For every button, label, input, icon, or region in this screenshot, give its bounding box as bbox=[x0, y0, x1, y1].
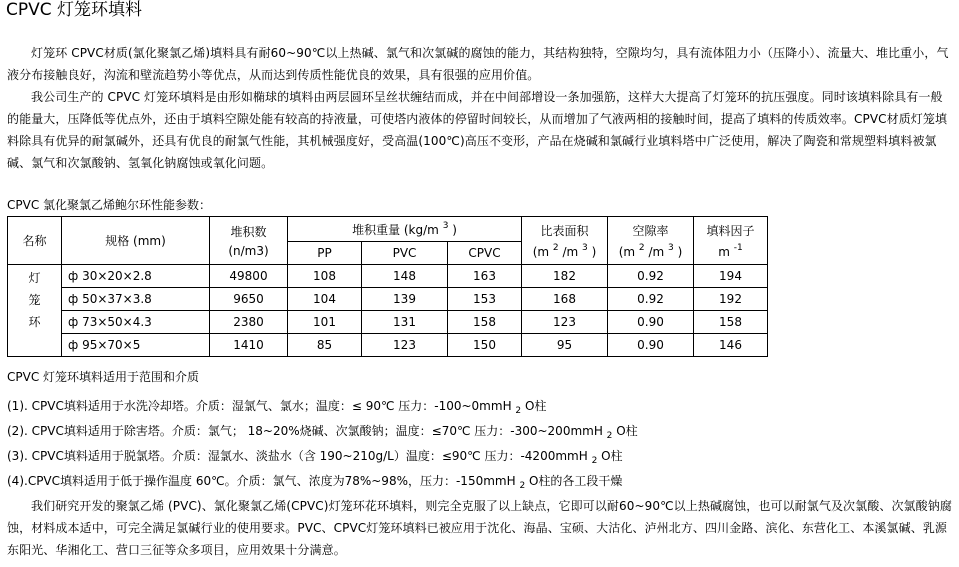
row-group-name bbox=[8, 265, 62, 357]
table-header-row bbox=[8, 217, 768, 242]
cell-spec: ф 95×70×5 bbox=[62, 334, 210, 357]
list-item: (1). CPVC填料适用于水洗冷却塔。介质：湿氯气、氯水；温度：≤ 90℃ 压力：-100~0mmH $_2$ O柱 bbox=[7, 399, 547, 416]
header-count-label: 堆积数 bbox=[230, 225, 267, 239]
outro-paragraph: 我们研究开发的聚氯乙烯 (PVC)、氯化聚氯乙烯(CPVC)灯笼环花环填料，则完全克服了以上缺点，它即可以耐60~90℃以上热碱腐蚀，也可以耐氯气及次氯酸、次氯酸钠腐蚀，材料成本适中，可完全满足氯碱行业的使用要求。PVC、CPVC灯笼环填料已被应用于沈化、海晶、宝硕、大沽化、泸州北方、四川金路、滨化、东营化工、本溪氯碱、乳源东阳光、华湘化工、营口三征等众多项目，应用效果十分满意。 bbox=[7, 499, 952, 557]
page-title: CPVC 灯笼环填料 bbox=[6, 0, 143, 20]
cell-cpvc: 150 bbox=[448, 334, 522, 357]
cell-void: 0.90 bbox=[608, 334, 694, 357]
name-char: 环 bbox=[28, 314, 41, 329]
intro-paragraph-1: 灯笼环 CPVC材质(氯化聚氯乙烯)填料具有耐60~90℃以上热碱、氯气和次氯碱的腐蚀的能力，其结构独特，空隙均匀，具有流体阻力小（压降小）、流量大、堆比重小，气液分布接触良好，沟流和壁流趋势小等优点，从而达到传质性能优良的效果，具有很强的应用价值。 bbox=[7, 46, 949, 82]
cell-pvc: 131 bbox=[362, 311, 448, 334]
header-area-label: 比表面积 bbox=[540, 224, 589, 238]
cell-area: 95 bbox=[522, 334, 608, 357]
cell-cpvc: 153 bbox=[448, 288, 522, 311]
cell-area: 168 bbox=[522, 288, 608, 311]
table-caption: CPVC 氯化聚氯乙烯鲍尔环性能参数： bbox=[7, 198, 212, 212]
cell-factor: 158 bbox=[694, 311, 768, 334]
cell-void: 0.92 bbox=[608, 265, 694, 288]
cell-factor: 194 bbox=[694, 265, 768, 288]
header-void bbox=[608, 217, 694, 265]
cell-pvc: 148 bbox=[362, 265, 448, 288]
header-void-unit: (m $^2$ /m $^3$ ) bbox=[618, 243, 683, 259]
cell-count: 49800 bbox=[210, 265, 288, 288]
header-name: 名称 bbox=[8, 217, 62, 265]
cell-count: 9650 bbox=[210, 288, 288, 311]
cell-pp: 85 bbox=[288, 334, 362, 357]
cell-cpvc: 158 bbox=[448, 311, 522, 334]
cell-cpvc: 163 bbox=[448, 265, 522, 288]
list-item: (4).CPVC填料适用于低于操作温度 60℃。介质：氯气、浓度为78%~98%，压力：-150mmH $_2$ O柱的各工段干燥 bbox=[7, 474, 623, 491]
header-spec: 规格 (mm) bbox=[62, 217, 210, 265]
cell-void: 0.90 bbox=[608, 311, 694, 334]
cell-count: 1410 bbox=[210, 334, 288, 357]
header-area-unit: (m $^2$ /m $^3$ ) bbox=[532, 243, 597, 259]
header-count bbox=[210, 217, 288, 265]
cell-spec: ф 73×50×4.3 bbox=[62, 311, 210, 334]
cell-spec: ф 30×20×2.8 bbox=[62, 265, 210, 288]
cell-pvc: 139 bbox=[362, 288, 448, 311]
cell-pp: 104 bbox=[288, 288, 362, 311]
cell-pp: 108 bbox=[288, 265, 362, 288]
cell-factor: 192 bbox=[694, 288, 768, 311]
header-weight-sup: 3 bbox=[442, 220, 449, 231]
header-factor-label: 填料因子 bbox=[706, 224, 755, 238]
cell-pp: 101 bbox=[288, 311, 362, 334]
cell-void: 0.92 bbox=[608, 288, 694, 311]
table-row bbox=[8, 334, 768, 357]
cell-spec: ф 50×37×3.8 bbox=[62, 288, 210, 311]
cell-pvc: 123 bbox=[362, 334, 448, 357]
cell-factor: 146 bbox=[694, 334, 768, 357]
name-char: 笼 bbox=[28, 292, 41, 307]
cell-area: 123 bbox=[522, 311, 608, 334]
header-cpvc: CPVC bbox=[448, 242, 522, 265]
table-row bbox=[8, 311, 768, 334]
header-void-label: 空隙率 bbox=[632, 224, 669, 238]
header-weight-close: ) bbox=[452, 222, 457, 237]
parameter-table bbox=[7, 216, 768, 357]
cell-count: 2380 bbox=[210, 311, 288, 334]
cell-area: 182 bbox=[522, 265, 608, 288]
table-row bbox=[8, 288, 768, 311]
header-weight bbox=[288, 217, 522, 242]
name-char: 灯 bbox=[28, 270, 41, 285]
list-item: (3). CPVC填料适用于脱氯塔。介质：湿氯水、淡盐水（含 190~210g/L）温度：≤90℃ 压力：-4200mmH $_2$ O柱 bbox=[7, 449, 623, 466]
header-area bbox=[522, 217, 608, 265]
header-factor bbox=[694, 217, 768, 265]
header-pvc: PVC bbox=[362, 242, 448, 265]
table-row bbox=[8, 265, 768, 288]
header-weight-label: 堆积重量 (kg/m bbox=[352, 222, 439, 237]
list-item: (2). CPVC填料适用于除害塔。介质：氯气； 18~20%烧碱、次氯酸钠；温度：≤70℃ 压力：-300~200mmH $_2$ O柱 bbox=[7, 424, 638, 441]
intro-paragraph-2: 我公司生产的 CPVC 灯笼环填料是由形如椭球的填料由两层圆环呈丝状缠结而成，并在中间部增设一条加强筋，这样大大提高了灯笼环的抗压强度。同时该填料除具有一般的能量大，压降低等优点外，还由于填料空隙处能有较高的持液量，可使塔内液体的停留时间较长，从而增加了气液两相的接触时间，提高了填料的传质效率。CPVC材质灯笼填料除具有优异的耐氯碱外，还具有优良的耐氯气性能，其机械强度好，受高温(100℃)高压不变形，产品在烧碱和氯碱行业填料塔中广泛使用，解决了陶瓷和常规塑料填料被氯碱、氯气和次氯酸钠、氢氧化钠腐蚀或氧化问题。 bbox=[7, 90, 948, 170]
header-count-unit: (n/m3) bbox=[228, 244, 269, 258]
header-pp: PP bbox=[288, 242, 362, 265]
applications-list bbox=[7, 396, 638, 496]
applications-heading: CPVC 灯笼环填料适用于范围和介质 bbox=[7, 370, 200, 384]
header-factor-unit: m $^{-1}$ bbox=[718, 243, 743, 259]
